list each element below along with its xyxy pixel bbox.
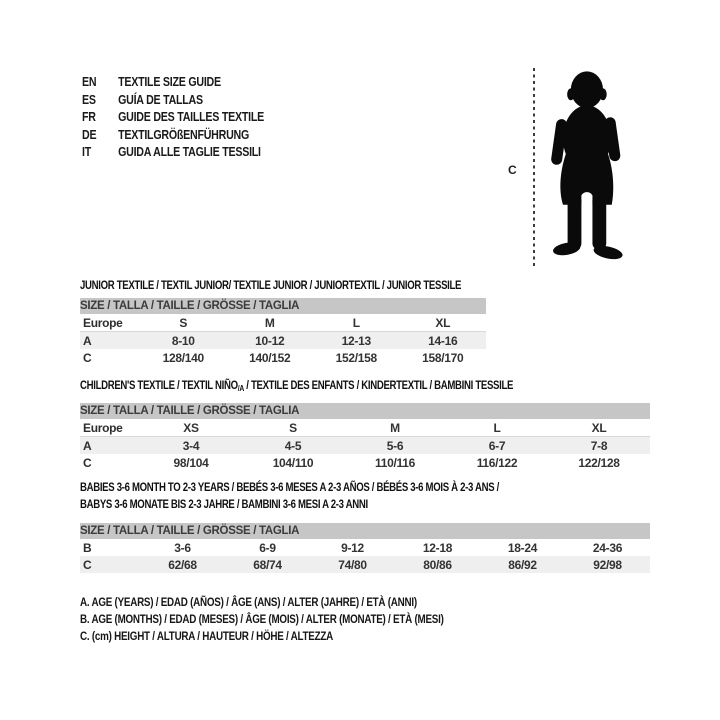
row-label: C xyxy=(83,350,92,365)
row-label: A xyxy=(83,333,92,348)
cell: 74/80 xyxy=(338,557,367,572)
row-label: A xyxy=(83,438,92,453)
cell: S xyxy=(140,314,227,332)
cell: L xyxy=(446,419,548,437)
language-label: GUÍA DE TALLAS xyxy=(118,91,203,107)
size-header-row xyxy=(80,298,486,314)
row-label: C xyxy=(83,455,92,470)
language-code: ES xyxy=(82,91,96,107)
size-header-bar: SIZE / TALLA / TAILLE / GRÖSSE / TAGLIA xyxy=(80,403,650,419)
cell: 3-6 xyxy=(174,540,191,555)
language-row-it xyxy=(82,143,264,161)
cell: 98/104 xyxy=(173,455,209,470)
cell: M xyxy=(344,419,446,437)
size-header-row xyxy=(80,403,650,419)
cell: 5-6 xyxy=(386,438,404,453)
cell: 7-8 xyxy=(590,438,608,453)
cell: 128/140 xyxy=(162,350,204,365)
size-header-row xyxy=(80,523,650,539)
table-row-months xyxy=(80,539,650,556)
cell: 12-18 xyxy=(422,540,453,555)
cell: 92/98 xyxy=(593,557,622,572)
language-code: EN xyxy=(82,74,97,89)
height-dashed-line xyxy=(533,68,535,268)
cell: XL xyxy=(400,314,487,332)
language-label: GUIDE DES TAILLES TEXTILE xyxy=(118,109,264,124)
cell: 152/158 xyxy=(335,350,377,365)
cell: S xyxy=(242,419,344,437)
cell: 24-36 xyxy=(592,540,623,555)
cell: 62/68 xyxy=(168,557,197,572)
language-row-fr xyxy=(82,108,264,126)
footnote-b: B. AGE (MONTHS) / EDAD (MESES) / ÂGE (MOIS) / ALTER (MONATE) / ETÀ (MESI) xyxy=(80,612,444,626)
cell: L xyxy=(313,314,400,332)
language-code: IT xyxy=(82,144,91,159)
babies-size-table xyxy=(80,523,650,573)
cell: 80/86 xyxy=(423,557,452,572)
cell: 3-4 xyxy=(182,438,200,453)
language-row-en xyxy=(82,73,264,91)
language-label: GUIDA ALLE TAGLIE TESSILI xyxy=(118,144,261,159)
row-label: Europe xyxy=(80,419,140,437)
cell: 4-5 xyxy=(284,438,302,453)
language-code: DE xyxy=(82,126,97,142)
cell: 104/110 xyxy=(272,455,314,470)
table-row-age xyxy=(80,332,486,350)
cell: 110/116 xyxy=(375,455,415,470)
children-table-title xyxy=(80,378,513,393)
cell: M xyxy=(227,314,314,332)
toddler-silhouette-icon xyxy=(540,64,632,270)
cell: 10-12 xyxy=(255,333,285,348)
cell: XS xyxy=(140,419,242,437)
footnotes xyxy=(80,594,523,645)
cell: 18-24 xyxy=(507,540,538,555)
children-title-post: / TEXTILE DES ENFANTS / KINDERTEXTIL / BAMBINI TESSILE xyxy=(243,378,514,392)
cell: 12-13 xyxy=(341,333,371,348)
footnote-c: C. (cm) HEIGHT / ALTURA / HAUTEUR / HÖHE / ALTEZZA xyxy=(80,629,334,643)
cell: 14-16 xyxy=(428,333,458,348)
table-row-height xyxy=(80,349,486,366)
cell: 116/122 xyxy=(476,455,518,470)
cell: 140/152 xyxy=(249,350,291,365)
table-row-height xyxy=(80,454,650,471)
cell: 9-12 xyxy=(341,540,364,555)
height-c-label: C xyxy=(508,163,517,177)
junior-table-title: JUNIOR TEXTILE / TEXTIL JUNIOR/ TEXTILE JUNIOR / JUNIORTEXTIL / JUNIOR TESSILE xyxy=(80,278,462,292)
cell: 158/170 xyxy=(422,350,464,365)
children-size-table xyxy=(80,403,650,471)
table-row-height xyxy=(80,556,650,573)
size-header-bar: SIZE / TALLA / TAILLE / GRÖSSE / TAGLIA xyxy=(80,298,486,314)
language-list xyxy=(82,73,304,161)
children-title-sub: /A xyxy=(237,383,244,393)
language-row-de xyxy=(82,126,264,144)
row-label: B xyxy=(83,540,92,555)
cell: 86/92 xyxy=(508,557,537,572)
language-row-es xyxy=(82,91,264,109)
cell: 68/74 xyxy=(253,557,282,572)
children-title-pre: CHILDREN'S TEXTILE / TEXTIL NIÑO xyxy=(80,378,238,392)
language-label: TEXTILGRÖßENFÜHRUNG xyxy=(118,126,250,142)
row-label: C xyxy=(83,557,92,572)
cell: 122/128 xyxy=(578,455,620,470)
language-code: FR xyxy=(82,109,96,124)
table-row-age xyxy=(80,437,650,455)
table-row-europe xyxy=(80,419,650,437)
babies-table-title-line1: BABIES 3-6 MONTH TO 2-3 YEARS / BEBÉS 3-6 MESES A 2-3 AÑOS / BÉBÉS 3-6 MOIS À 2-3 ANS / xyxy=(80,480,500,494)
cell: XL xyxy=(548,419,650,437)
cell: 8-10 xyxy=(171,333,195,348)
table-row-europe xyxy=(80,314,486,332)
cell: 6-7 xyxy=(488,438,506,453)
row-label: Europe xyxy=(80,314,140,332)
language-label: TEXTILE SIZE GUIDE xyxy=(118,74,221,89)
junior-size-table xyxy=(80,298,486,366)
cell: 6-9 xyxy=(259,540,276,555)
size-header-bar: SIZE / TALLA / TAILLE / GRÖSSE / TAGLIA xyxy=(80,523,650,539)
footnote-a: A. AGE (YEARS) / EDAD (AÑOS) / ÂGE (ANS) / ALTER (JAHRE) / ETÀ (ANNI) xyxy=(80,595,417,609)
babies-table-title-line2: BABYS 3-6 MONATE BIS 2-3 JAHRE / BAMBINI 3-6 MESI A 2-3 ANNI xyxy=(80,497,368,511)
